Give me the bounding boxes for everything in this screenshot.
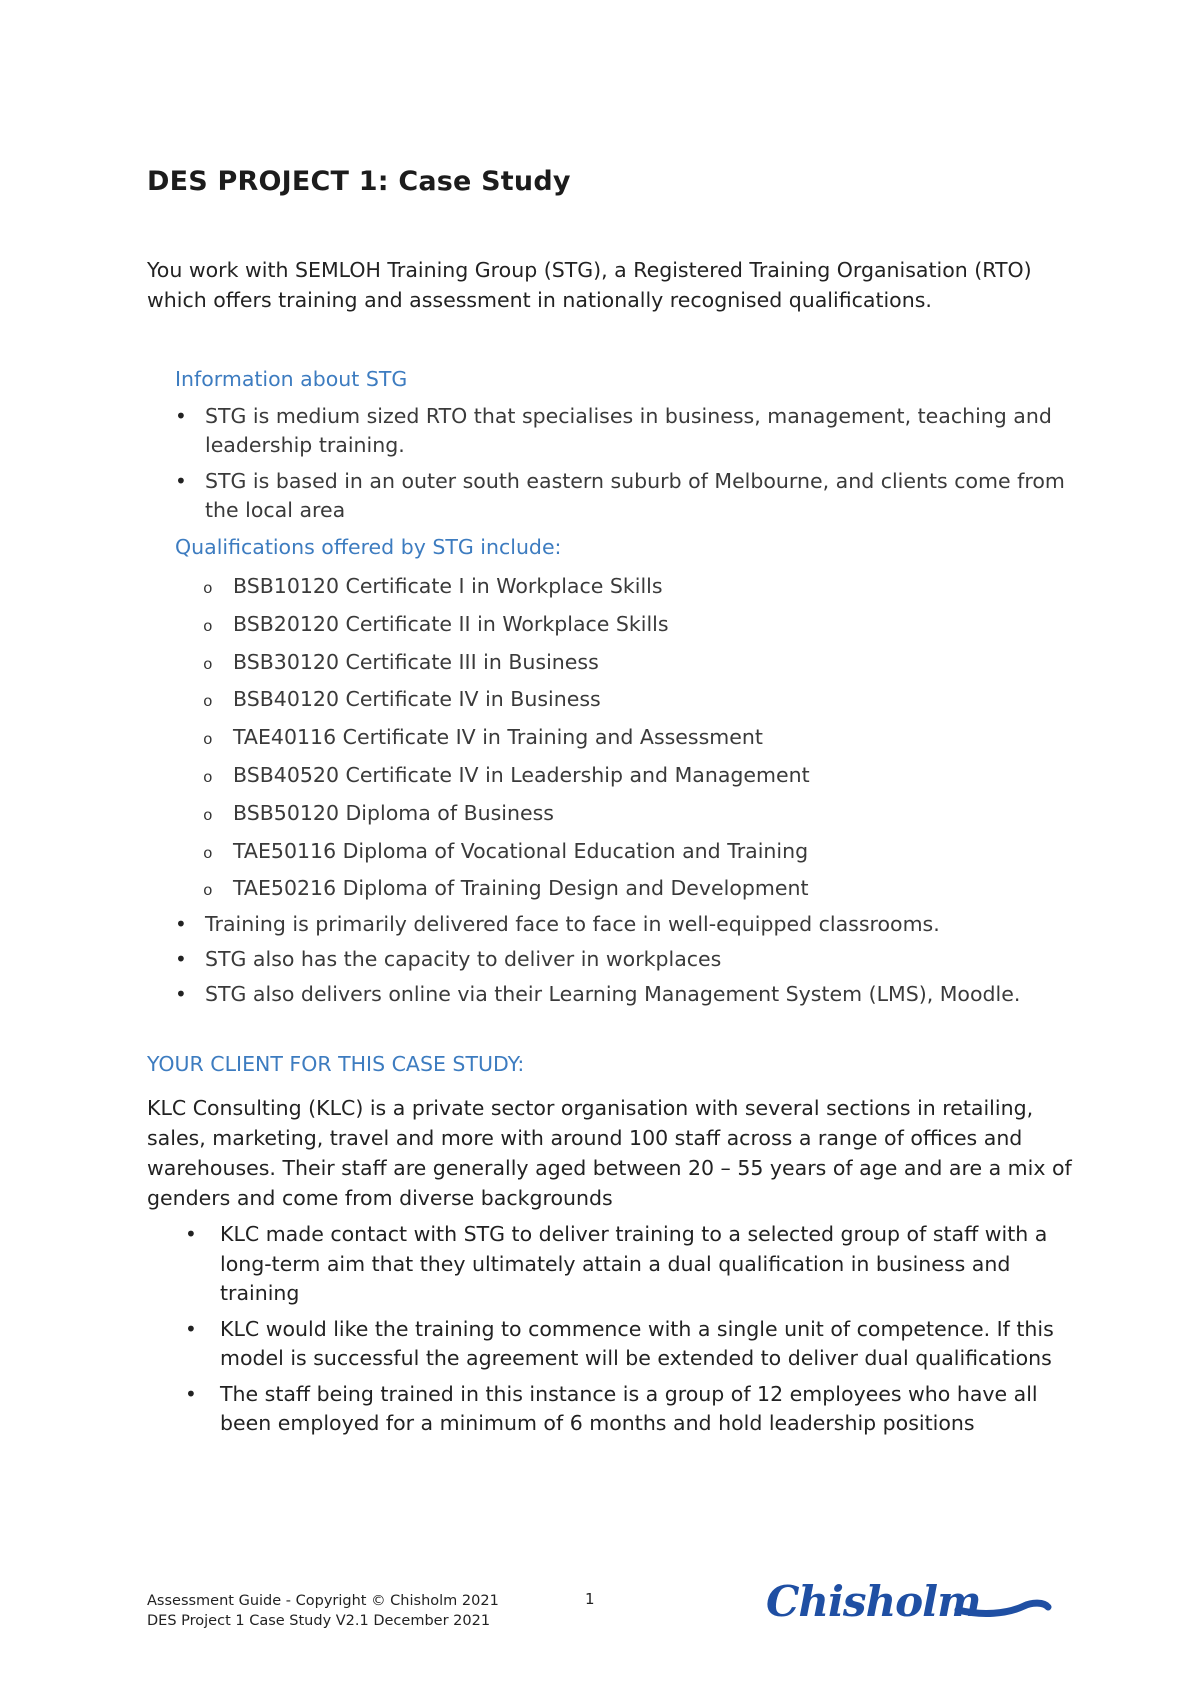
list-item: • STG also delivers online via their Learning Management System (LMS), Moodle. xyxy=(175,980,1075,1009)
list-item: • STG is based in an outer south eastern suburb of Melbourne, and clients come from the local area xyxy=(175,467,1075,525)
qualification-item: o TAE50116 Diploma of Vocational Education and Training xyxy=(203,837,1063,875)
client-paragraph: KLC Consulting (KLC) is a private sector organisation with several sections in retailing, sales, marketing, travel and more with around 100 staff across a range of offices and warehouses. Their staff are generally aged between 20 – 55 years of age and are a mix of genders and come from diverse backgrounds xyxy=(147,1096,1072,1210)
client-list xyxy=(185,1220,1075,1445)
page-title: DES PROJECT 1: Case Study xyxy=(147,166,571,197)
list-item: • The staff being trained in this instance is a group of 12 employees who have all been employed for a minimum of 6 months and hold leadership positions xyxy=(185,1380,1075,1439)
list-item: • KLC would like the training to commence with a single unit of competence. If this model is successful the agreement will be extended to deliver dual qualifications xyxy=(185,1315,1075,1374)
qualification-item: o BSB40520 Certificate IV in Leadership and Management xyxy=(203,761,1063,799)
list-item: • STG is medium sized RTO that specialises in business, management, teaching and leadership training. xyxy=(175,402,1075,460)
chisholm-logo xyxy=(762,1572,1052,1632)
client-heading: YOUR CLIENT FOR THIS CASE STUDY: xyxy=(147,1052,525,1076)
qualification-item: o BSB20120 Certificate II in Workplace Skills xyxy=(203,610,1063,648)
page-number: 1 xyxy=(585,1590,595,1608)
intro-paragraph: You work with SEMLOH Training Group (STG), a Registered Training Organisation (RTO) which offers training and assessment in nationally recognised qualifications. xyxy=(147,258,1032,312)
list-item: • Training is primarily delivered face to face in well-equipped classrooms. xyxy=(175,910,1075,939)
qualification-item: o TAE40116 Certificate IV in Training and Assessment xyxy=(203,723,1063,761)
qualification-item: o TAE50216 Diploma of Training Design and Development xyxy=(203,874,1063,912)
list-item: • STG also has the capacity to deliver in workplaces xyxy=(175,945,1075,974)
footer-version: DES Project 1 Case Study V2.1 December 2021 xyxy=(147,1613,491,1629)
qualifications-list xyxy=(203,572,1063,912)
info-list xyxy=(175,402,1075,525)
qualification-item: o BSB50120 Diploma of Business xyxy=(203,799,1063,837)
qualification-item: o BSB40120 Certificate IV in Business xyxy=(203,685,1063,723)
qualifications-heading: Qualifications offered by STG include: xyxy=(175,535,562,559)
info-heading: Information about STG xyxy=(175,367,408,391)
list-item: • KLC made contact with STG to deliver training to a selected group of staff with a long-term aim that they ultimately attain a dual qualification in business and training xyxy=(185,1220,1075,1309)
logo-wordmark: Chisholm xyxy=(766,1577,981,1626)
qualification-item: o BSB10120 Certificate I in Workplace Skills xyxy=(203,572,1063,610)
footer xyxy=(147,1591,499,1631)
delivery-list xyxy=(175,910,1075,1009)
footer-copyright: Assessment Guide - Copyright © Chisholm 2021 xyxy=(147,1593,499,1609)
qualification-item: o BSB30120 Certificate III in Business xyxy=(203,648,1063,686)
